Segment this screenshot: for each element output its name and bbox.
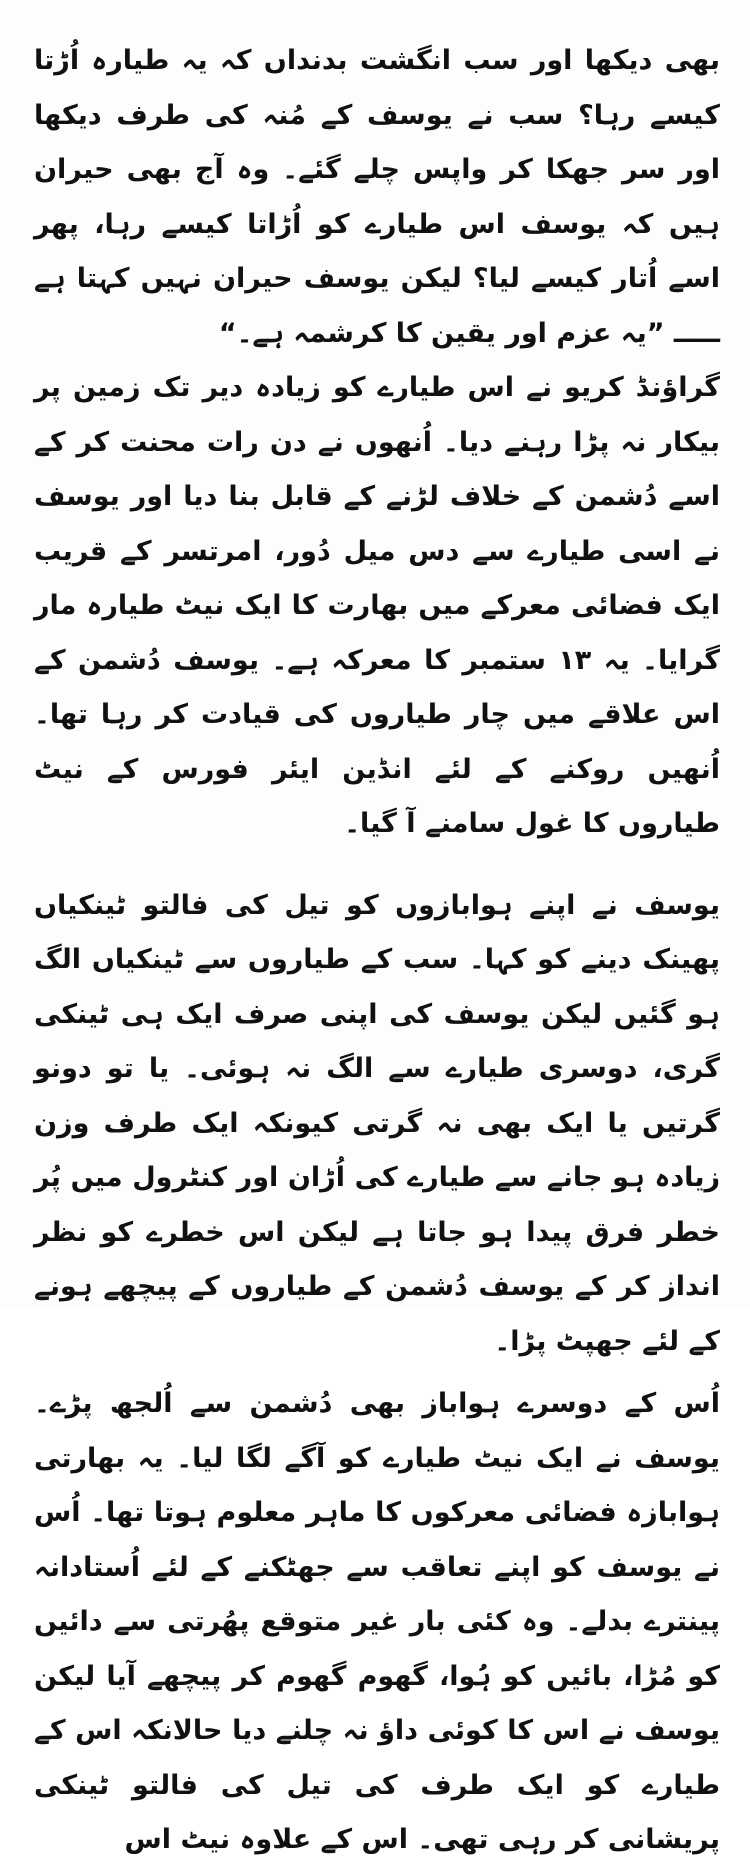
paragraph-spacer — [34, 852, 720, 879]
paragraph-2: گراؤنڈ کریو نے اس طیارے کو زیادہ دیر تک زمین پر بیکار نہ پڑا رہنے دیا۔ اُنھوں نے دن رات محنت کر کے اسے دُشمن کے خلاف لڑنے کے قابل بنا دیا اور یوسف نے اسی طیارے سے دس میل دُور، امرتسر کے قریب ایک فضائی معرکے میں بھارت کا ایک نیٹ طیارہ مار گرایا۔ یہ ۱۳ ستمبر کا معرکہ ہے۔ یوسف دُشمن کے اس علاقے میں چار طیاروں کی قیادت کر رہا تھا۔ اُنھیں روکنے کے لئے انڈین ایئر فورس کے نیٹ طیاروں کا غول سامنے آ گیا۔ — [34, 372, 721, 839]
paragraph-3: یوسف نے اپنے ہوابازوں کو تیل کی فالتو ٹینکیاں پھینک دینے کو کہا۔ سب کے طیاروں سے ٹینکیاں الگ ہو گئیں لیکن یوسف کی اپنی صرف ایک ہی ٹینکی گری، دوسری طیارے سے الگ نہ ہوئی۔ یا تو دونو گرتیں یا ایک بھی نہ گرتی کیونکہ ایک طرف وزن زیادہ ہو جانے سے طیارے کی اُڑان اور کنٹرول میں پُر خطر فرق پیدا ہو جاتا ہے لیکن اس خطرے کو نظر انداز کر کے یوسف دُشمن کے طیاروں کے پیچھے ہونے کے لئے جھپٹ پڑا۔ — [34, 889, 720, 1357]
paragraph-4: اُس کے دوسرے ہواباز بھی دُشمن سے اُلجھ پڑے۔ یوسف نے ایک نیٹ طیارے کو آگے لگا لیا۔ یہ بھارتی ہوابازہ فضائی معرکوں کا ماہر معلوم ہوتا تھا۔ اُس نے یوسف کو اپنے تعاقب سے جھٹکنے کے لئے اُستادانہ پینترے بدلے۔ وہ کئی بار غیر متوقع پھُرتی سے دائیں کو مُڑا، بائیں کو ہُوا، گھوم گھوم کر پیچھے آیا لیکن یوسف نے اس کا کوئی داؤ نہ چلنے دیا حالانکہ اس کے طیارے کو ایک طرف کی تیل کی فالتو ٹینکی پریشانی کر رہی تھی۔ اس کے علاوہ نیٹ اس — [34, 1388, 720, 1855]
paragraph-spacer — [34, 1369, 720, 1377]
paragraph-1: بھی دیکھا اور سب انگشت بدنداں کہ یہ طیارہ اُڑتا کیسے رہا؟ سب نے یوسف کے مُنہ کی طرف دیکھا اور سر جھکا کر واپس چلے گئے۔ وہ آج بھی حیران ہیں کہ یوسف اس طیارے کو اُڑاتا کیسے رہا، پھر اسے اُتار کیسے لیا؟ لیکن یوسف حیران نہیں کہتا ہے ـــــ ”یہ عزم اور یقین کا کرشمہ ہے۔“ — [34, 45, 720, 349]
